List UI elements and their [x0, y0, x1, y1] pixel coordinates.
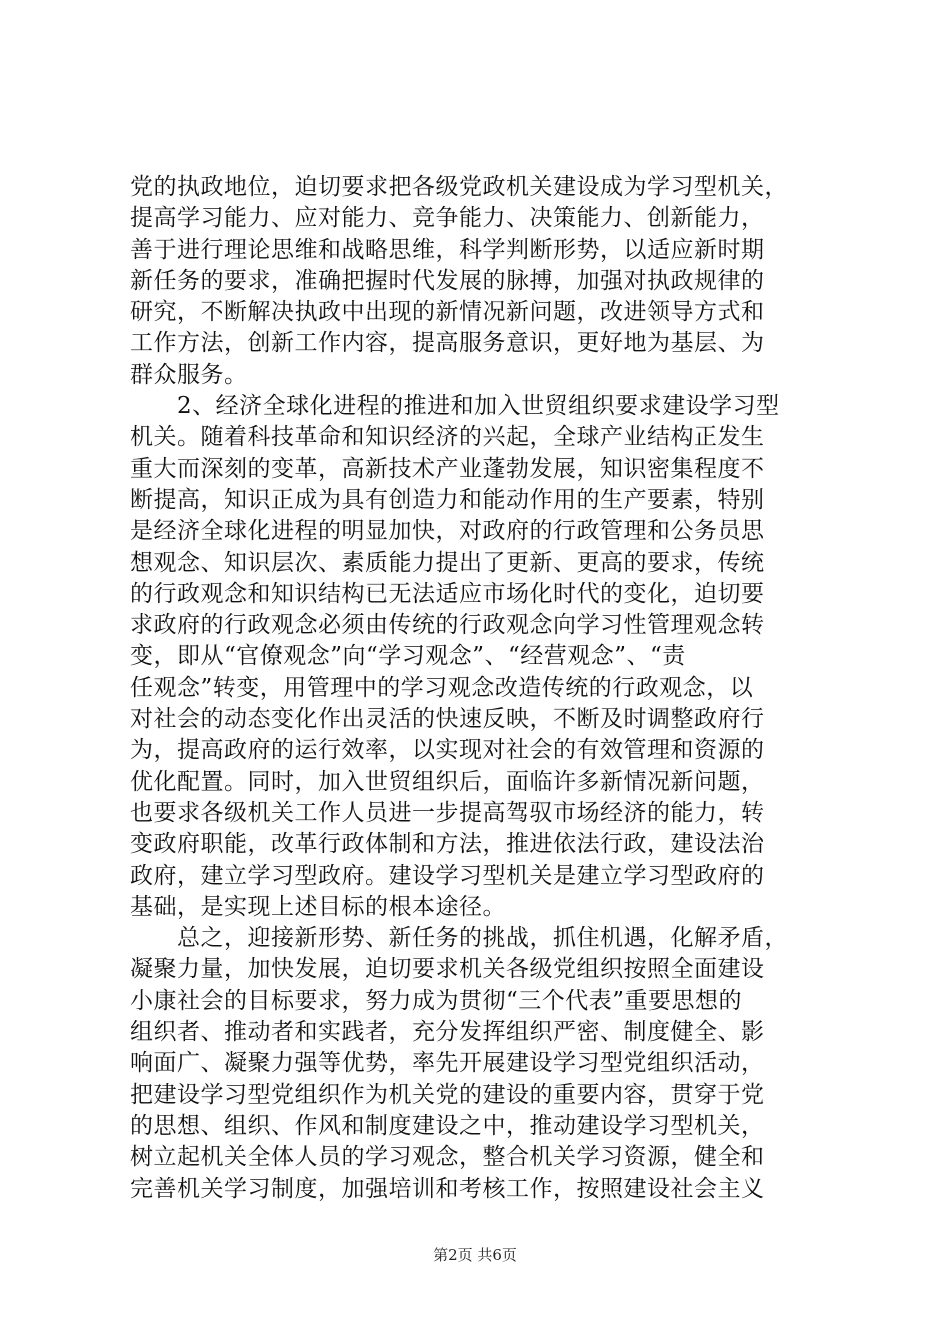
text-line: 研究，不断解决执政中出现的新情况新问题，改进领导方式和 — [130, 299, 765, 326]
text-line: 把建设学习型党组织作为机关党的建设的重要内容，贯穿于党 — [130, 1081, 765, 1108]
text-line: 组织者、推动者和实践者，充分发挥组织严密、制度健全、影 — [130, 1019, 765, 1046]
text-line: 树立起机关全体人员的学习观念，整合机关学习资源，健全和 — [130, 1144, 765, 1171]
text-line: 想观念、知识层次、素质能力提出了更新、更高的要求，传统 — [130, 549, 765, 576]
text-line: 求政府的行政观念必须由传统的行政观念向学习性管理观念转 — [130, 612, 765, 639]
text-line: 新任务的要求，准确把握时代发展的脉搏，加强对执政规律的 — [130, 267, 765, 294]
body-text — [130, 172, 840, 1205]
text-line: 是经济全球化进程的明显加快，对政府的行政管理和公务员思 — [130, 518, 765, 545]
text-line: 完善机关学习制度，加强培训和考核工作，按照建设社会主义 — [130, 1175, 765, 1202]
text-line: 基础，是实现上述目标的根本途径。 — [130, 893, 506, 920]
text-line: 的行政观念和知识结构已无法适应市场化时代的变化，迫切要 — [130, 580, 765, 607]
text-line: 重大而深刻的变革，高新技术产业蓬勃发展，知识密集程度不 — [130, 455, 765, 482]
text-line: 凝聚力量，加快发展，迫切要求机关各级党组织按照全面建设 — [130, 956, 765, 983]
text-line: 小康社会的目标要求，努力成为贯彻“三个代表”重要思想的 — [130, 987, 743, 1014]
text-line: 任观念”转变，用管理中的学习观念改造传统的行政观念，以 — [130, 674, 754, 701]
text-line: 工作方法，创新工作内容，提高服务意识，更好地为基层、为 — [130, 330, 765, 357]
text-line: 善于进行理论思维和战略思维，科学判断形势，以适应新时期 — [130, 236, 765, 263]
text-line: 群众服务。 — [130, 361, 248, 388]
text-line: 响面广、凝聚力强等优势，率先开展建设学习型党组织活动， — [130, 1050, 765, 1077]
text-line: 断提高，知识正成为具有创造力和能动作用的生产要素，特别 — [130, 486, 765, 513]
text-line: 2、经济全球化进程的推进和加入世贸组织要求建设学习型 — [130, 393, 780, 420]
text-line: 机关。随着科技革命和知识经济的兴起，全球产业结构正发生 — [130, 424, 765, 451]
text-line: 党的执政地位，迫切要求把各级党政机关建设成为学习型机关， — [130, 174, 788, 200]
text-line: 总之，迎接新形势、新任务的挑战，抓住机遇，化解矛盾， — [130, 925, 788, 952]
page-footer: 第2页 共6页 — [433, 1246, 517, 1264]
text-line: 也要求各级机关工作人员进一步提高驾驭市场经济的能力，转 — [130, 799, 765, 826]
text-line: 政府，建立学习型政府。建设学习型机关是建立学习型政府的 — [130, 862, 765, 889]
text-line: 为，提高政府的运行效率，以实现对社会的有效管理和资源的 — [130, 737, 765, 764]
text-line: 优化配置。同时，加入世贸组织后，面临许多新情况新问题， — [130, 768, 765, 795]
text-line: 的思想、组织、作风和制度建设之中，推动建设学习型机关， — [130, 1112, 765, 1139]
text-line: 对社会的动态变化作出灵活的快速反映，不断及时调整政府行 — [130, 706, 765, 733]
text-line: 提高学习能力、应对能力、竞争能力、决策能力、创新能力， — [130, 205, 765, 232]
text-line: 变，即从“官僚观念”向“学习观念”、“经营观念”、“责 — [130, 643, 686, 670]
text-line: 变政府职能，改革行政体制和方法，推进依法行政，建设法治 — [130, 831, 765, 858]
